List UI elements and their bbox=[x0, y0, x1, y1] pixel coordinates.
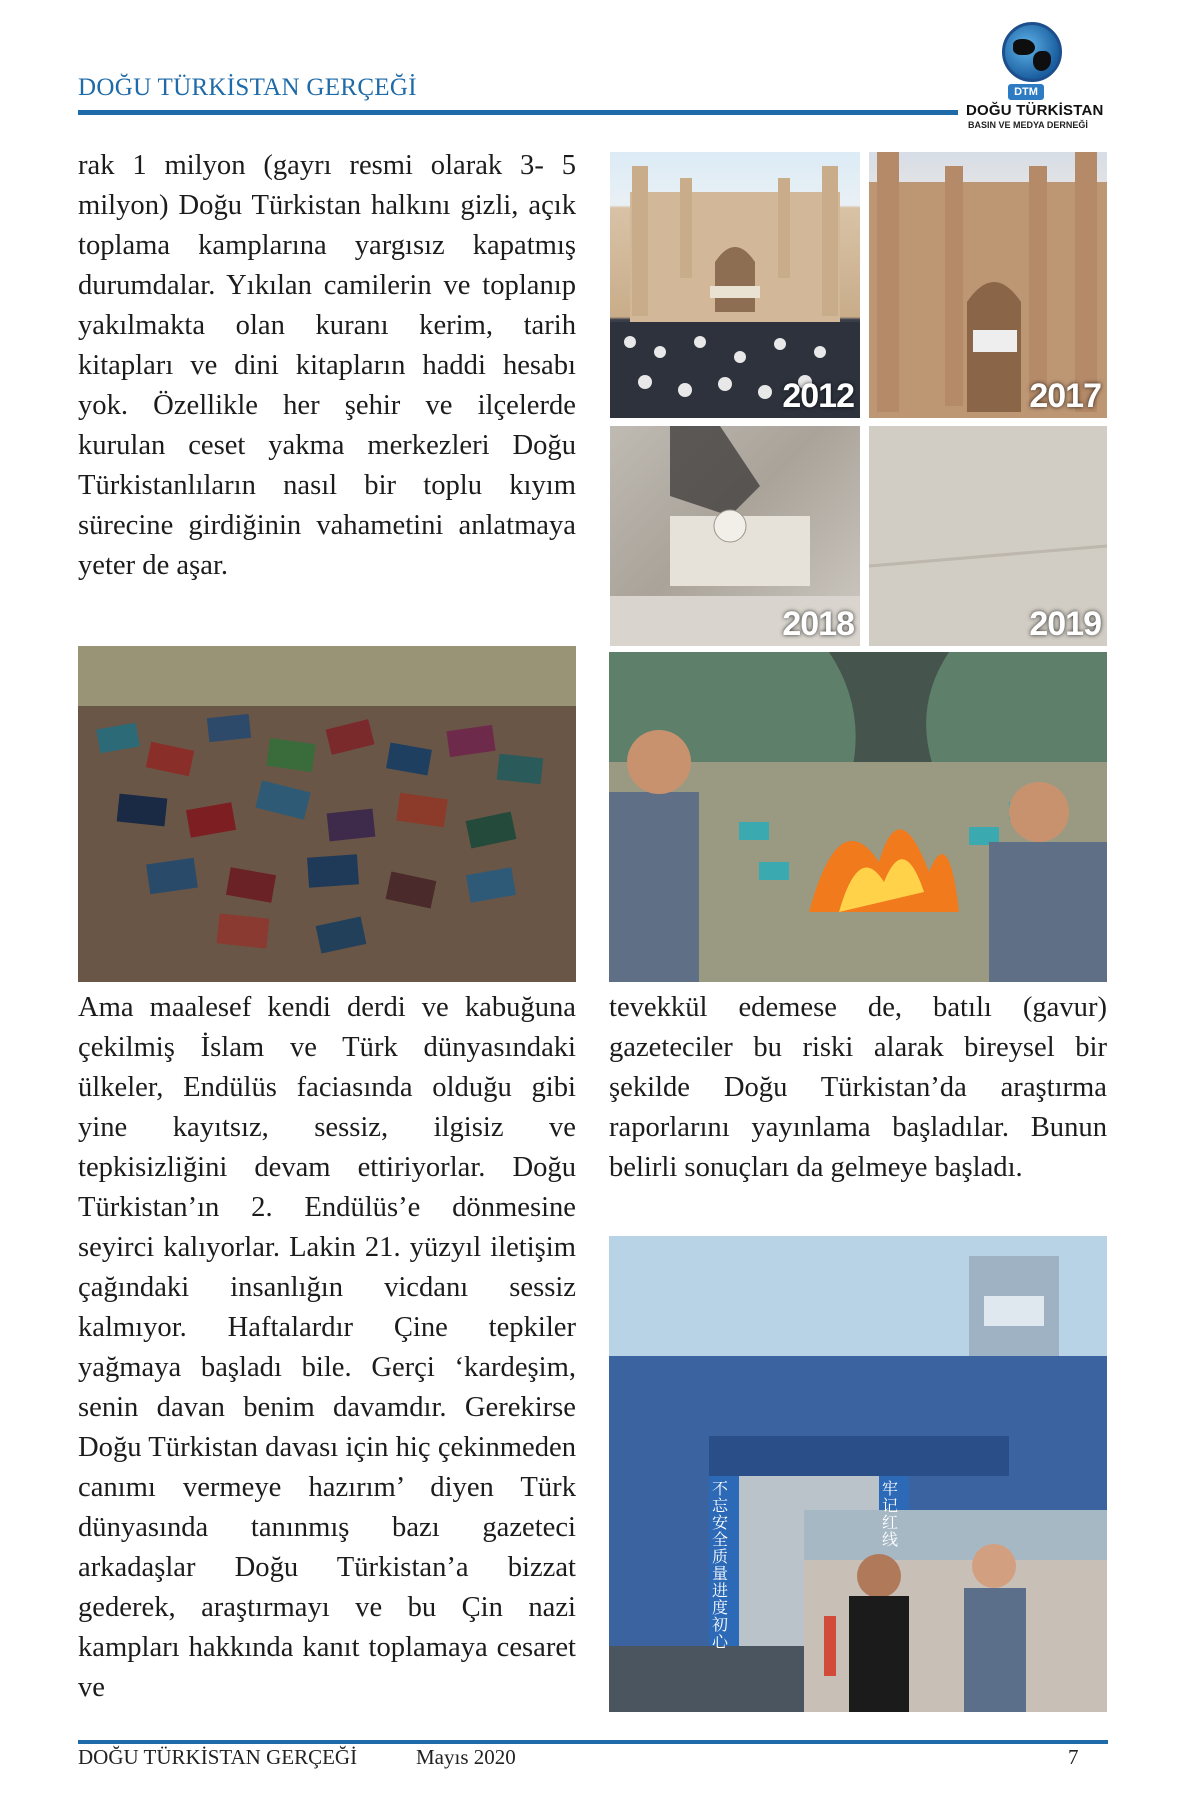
year-label-2012: 2012 bbox=[782, 377, 854, 415]
logo-subtitle: BASIN VE MEDYA DERNEĞİ bbox=[968, 120, 1088, 130]
logo-name: DOĞU TÜRKİSTAN bbox=[966, 102, 1104, 119]
mosque-photo-2017 bbox=[869, 152, 1107, 418]
article-paragraph-2: Ama maalesef kendi derdi ve kabuğuna çekilmiş İslam ve Türk dünyasındaki ülkeler, Endülüs faciasında olduğu gibi yine kayıtsız, sessiz, ilgisiz ve tepkisizliğini devam ettiriyorlar. Doğu Türkistan’ın 2. Endülüs’e dönmesine seyirci kalıyorlar. Lakin 21. yüzyıl iletişim çağındaki insanlığın vicdanı sessiz kalmıyor. Haftalardır Çine tepkiler yağmaya başladı bile. Gerçi ‘kardeşim, senin davan benim davamdır. Gerekirse Doğu Türkistan davası için hiç çekinmeden canımı vermeye hazırım’ diyen Türk dünyasında tanınmış bazı gazeteci arkadaşlar Doğu Türkistan’a bizzat gederek, araştırmayı ve bu Çin nazi kampları hakkında kanıt toplamaya cesaret ve bbox=[78, 992, 576, 1703]
footer-title: DOĞU TÜRKİSTAN GERÇEĞİ bbox=[78, 1745, 358, 1769]
gate-sign-left: 不忘安全质量进度初心 bbox=[712, 1479, 729, 1651]
article-paragraph-1: rak 1 milyon (gayrı resmi olarak 3- 5 milyon) Doğu Türkistan halkını gizli, açık toplama kamplarına yargısız kapatmış durumdalar. Yıkılan camilerin ve toplanıp yakılmakta olan kuranı kerim, tarih kitapları ve dini kitapların haddi hesabı yok. Özellikle her şehir ve ilçelerde kurulan ceset yakma merkezleri Doğu Türkistanlıların nasıl bir toplu kıyım sürecine girdiğinin vahametini anlatmaya yeter de aşar. bbox=[78, 150, 576, 581]
year-label-2019: 2019 bbox=[1029, 605, 1101, 643]
dtm-logo bbox=[958, 18, 1108, 130]
header-divider bbox=[78, 110, 958, 115]
satellite-photo-2019 bbox=[869, 426, 1107, 646]
satellite-photo-2018 bbox=[610, 426, 860, 646]
article-paragraph-3: tevekkül edemese de, batılı (gavur) gazeteciler bu riski alarak bireysel bir şekilde Doğu Türkistan’da araştırma raporlarını yayınlama başladılar. Bunun belirli sonuçları da gelmeye başladı. bbox=[609, 992, 1107, 1183]
footer-date: Mayıs 2020 bbox=[416, 1745, 516, 1769]
pile-of-books-photo bbox=[78, 646, 576, 982]
camp-gate-photo bbox=[609, 1236, 1107, 1712]
book-burning-photo bbox=[609, 652, 1107, 982]
gate-sign-right: 牢记红线 bbox=[882, 1479, 899, 1549]
mosque-photo-2012 bbox=[610, 152, 860, 418]
year-label-2017: 2017 bbox=[1029, 377, 1101, 415]
page-header-title: DOĞU TÜRKİSTAN GERÇEĞİ bbox=[78, 74, 417, 101]
year-label-2018: 2018 bbox=[782, 605, 854, 643]
footer-divider bbox=[78, 1740, 1108, 1744]
page-number: 7 bbox=[1068, 1745, 1079, 1769]
globe-icon bbox=[1002, 22, 1062, 82]
logo-badge: DTM bbox=[1008, 84, 1044, 100]
